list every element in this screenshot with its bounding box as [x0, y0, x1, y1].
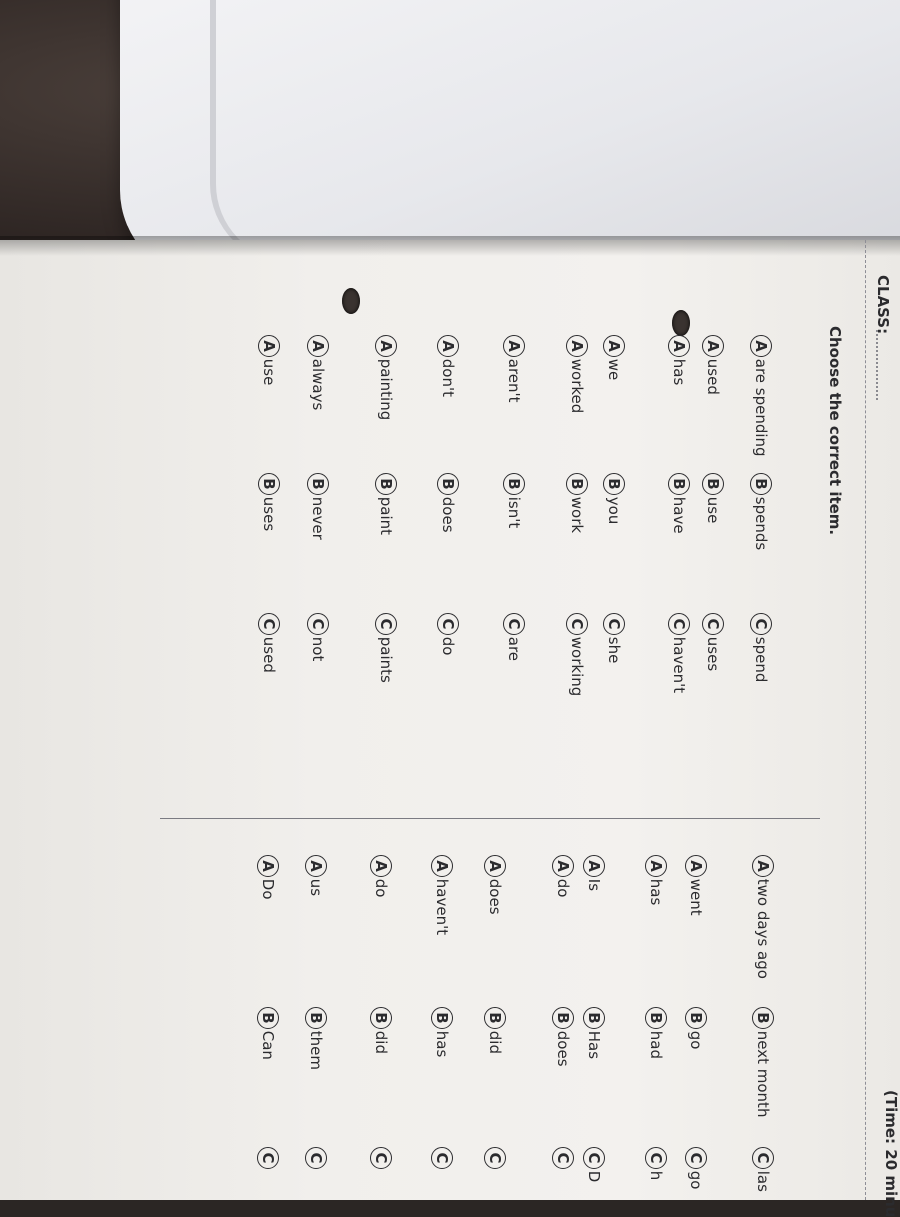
option-letter: A [307, 860, 325, 872]
option-text: spend [752, 632, 770, 683]
option-letter-circle [484, 1007, 506, 1029]
option-letter: B [704, 478, 722, 490]
option-letter-circle [566, 473, 588, 495]
option-letter-circle [583, 1007, 605, 1029]
option-text: use [704, 492, 722, 524]
option-letter-circle [583, 855, 605, 877]
option-letter-circle [645, 1147, 667, 1169]
option-letter-circle [552, 855, 574, 877]
option-letter-circle [307, 613, 329, 635]
option-letter-circle [370, 1147, 392, 1169]
option-letter: C [486, 1152, 504, 1164]
option-text: always [309, 354, 327, 411]
option-letter-circle [305, 1007, 327, 1029]
option-letter-circle [752, 855, 774, 877]
option-text: worked [568, 354, 586, 414]
option-letter: B [647, 1012, 665, 1024]
option-letter: C [554, 1152, 572, 1164]
option-letter-circle [503, 335, 525, 357]
option-text: used [704, 354, 722, 395]
option-letter-circle [258, 335, 280, 357]
option-letter: C [260, 618, 278, 630]
option-letter: C [372, 1152, 390, 1164]
option-letter-circle [603, 473, 625, 495]
option-text: uses [704, 632, 722, 672]
option-letter-circle [566, 613, 588, 635]
option-text: has [433, 1026, 451, 1058]
option-text: isn't [505, 492, 523, 529]
option-letter-circle [503, 613, 525, 635]
header-rule [865, 240, 866, 1200]
option-letter-circle [484, 855, 506, 877]
option-letter: B [752, 478, 770, 490]
option-text: have [670, 492, 688, 534]
time-label: (Time: 20 minu [882, 1090, 900, 1217]
option-letter-circle [431, 1147, 453, 1169]
option-letter: B [433, 1012, 451, 1024]
option-text: aren't [505, 354, 523, 403]
option-letter-circle [750, 613, 772, 635]
option-text: she [605, 632, 623, 664]
option-letter-circle [437, 335, 459, 357]
option-text: used [260, 632, 278, 673]
option-letter-circle [668, 613, 690, 635]
option-text: don't [439, 354, 457, 397]
option-letter: C [309, 618, 327, 630]
option-letter: A [377, 340, 395, 352]
option-text: we [605, 354, 623, 381]
option-letter-circle [702, 473, 724, 495]
option-letter-circle [370, 1007, 392, 1029]
option-letter-circle [603, 335, 625, 357]
option-letter-circle [750, 335, 772, 357]
option-letter: A [670, 340, 688, 352]
option-letter-circle [437, 613, 459, 635]
column-divider [160, 818, 820, 819]
option-letter: A [433, 860, 451, 872]
option-text: las [754, 1166, 772, 1192]
option-letter: A [260, 340, 278, 352]
option-text: h [647, 1166, 665, 1181]
option-letter: A [754, 860, 772, 872]
option-letter: B [259, 1012, 277, 1024]
class-blank [876, 330, 878, 400]
option-letter: A [372, 860, 390, 872]
option-letter: C [505, 618, 523, 630]
option-letter: B [554, 1012, 572, 1024]
option-text: do [554, 874, 572, 898]
option-letter: A [554, 860, 572, 872]
option-letter: C [307, 1152, 325, 1164]
option-text: did [372, 1026, 390, 1054]
option-letter: B [486, 1012, 504, 1024]
option-letter: A [259, 860, 277, 872]
option-letter: C [647, 1152, 665, 1164]
option-letter: C [670, 618, 688, 630]
option-letter-circle [431, 1007, 453, 1029]
option-letter: B [605, 478, 623, 490]
option-letter-circle [752, 1007, 774, 1029]
option-letter-circle [305, 855, 327, 877]
option-text: paints [377, 632, 395, 683]
option-letter: B [505, 478, 523, 490]
option-letter-circle [370, 855, 392, 877]
option-text: does [439, 492, 457, 533]
option-letter-circle [257, 1147, 279, 1169]
option-text: Has [585, 1026, 603, 1060]
option-letter: A [605, 340, 623, 352]
option-letter-circle [552, 1147, 574, 1169]
option-text: Do [259, 874, 277, 900]
option-letter: B [585, 1012, 603, 1024]
option-letter-circle [702, 335, 724, 357]
option-text: went [687, 874, 705, 916]
option-letter-circle [307, 335, 329, 357]
option-letter-circle [603, 613, 625, 635]
option-letter: C [754, 1152, 772, 1164]
option-letter: B [372, 1012, 390, 1024]
option-letter: B [309, 478, 327, 490]
option-text: had [647, 1026, 665, 1059]
option-letter-circle [645, 1007, 667, 1029]
option-text: are spending [752, 354, 770, 457]
option-letter-circle [685, 855, 707, 877]
option-text: does [486, 874, 504, 915]
option-letter-circle [437, 473, 459, 495]
option-letter: B [377, 478, 395, 490]
option-text: work [568, 492, 586, 534]
option-letter: B [687, 1012, 705, 1024]
option-letter-circle [258, 613, 280, 635]
option-text: use [260, 354, 278, 386]
option-letter: A [585, 860, 603, 872]
option-letter: A [309, 340, 327, 352]
option-letter: A [647, 860, 665, 872]
option-letter-circle [257, 1007, 279, 1029]
option-text: haven't [433, 874, 451, 936]
option-letter-circle [305, 1147, 327, 1169]
option-letter-circle [668, 473, 690, 495]
option-text: Can [259, 1026, 277, 1060]
option-text: paint [377, 492, 395, 536]
option-text: painting [377, 354, 395, 421]
option-text: do [439, 632, 457, 656]
option-text: haven't [670, 632, 688, 694]
option-text: do [372, 874, 390, 898]
class-label: CLASS: [874, 275, 892, 335]
option-letter-circle [702, 613, 724, 635]
option-letter-circle [685, 1007, 707, 1029]
option-letter: B [439, 478, 457, 490]
option-letter: A [704, 340, 722, 352]
option-letter: C [433, 1152, 451, 1164]
option-text: two days ago [754, 874, 772, 979]
worksheet-content [140, 240, 900, 1217]
option-letter-circle [552, 1007, 574, 1029]
option-letter: C [687, 1152, 705, 1164]
option-letter: A [687, 860, 705, 872]
option-letter-circle [375, 613, 397, 635]
option-text: you [605, 492, 623, 525]
option-letter: A [752, 340, 770, 352]
option-text: working [568, 632, 586, 697]
option-letter-circle [645, 855, 667, 877]
option-text: Is [585, 874, 603, 892]
option-letter-circle [257, 855, 279, 877]
option-letter: C [752, 618, 770, 630]
option-letter: B [754, 1012, 772, 1024]
option-letter: A [505, 340, 523, 352]
option-letter-circle [431, 855, 453, 877]
option-text: does [554, 1026, 572, 1067]
instruction-heading: Choose the correct item. [826, 326, 844, 536]
option-letter: B [307, 1012, 325, 1024]
option-letter-circle [307, 473, 329, 495]
option-letter: A [568, 340, 586, 352]
option-letter: C [377, 618, 395, 630]
table-rim [210, 0, 900, 264]
option-text: them [307, 1026, 325, 1070]
option-text: are [505, 632, 523, 662]
option-letter-circle [375, 473, 397, 495]
option-text: D [585, 1166, 603, 1183]
option-letter-circle [685, 1147, 707, 1169]
option-letter: B [568, 478, 586, 490]
option-letter-circle [566, 335, 588, 357]
option-letter: C [704, 618, 722, 630]
option-letter: C [568, 618, 586, 630]
option-text: did [486, 1026, 504, 1054]
option-text: has [670, 354, 688, 386]
option-text: us [307, 874, 325, 897]
option-letter: B [670, 478, 688, 490]
option-letter-circle [752, 1147, 774, 1169]
option-text: go [687, 1166, 705, 1190]
option-text: go [687, 1026, 705, 1050]
option-letter: B [260, 478, 278, 490]
option-letter-circle [503, 473, 525, 495]
option-letter: C [439, 618, 457, 630]
option-text: not [309, 632, 327, 662]
option-letter: C [259, 1152, 277, 1164]
option-text: has [647, 874, 665, 906]
option-letter: A [439, 340, 457, 352]
option-text: next month [754, 1026, 772, 1118]
option-letter: A [486, 860, 504, 872]
option-letter-circle [258, 473, 280, 495]
option-letter: C [585, 1152, 603, 1164]
option-letter-circle [484, 1147, 506, 1169]
option-text: uses [260, 492, 278, 532]
option-letter-circle [668, 335, 690, 357]
option-text: never [309, 492, 327, 540]
option-letter-circle [750, 473, 772, 495]
option-letter: C [605, 618, 623, 630]
option-text: spends [752, 492, 770, 551]
option-letter-circle [375, 335, 397, 357]
option-letter-circle [583, 1147, 605, 1169]
